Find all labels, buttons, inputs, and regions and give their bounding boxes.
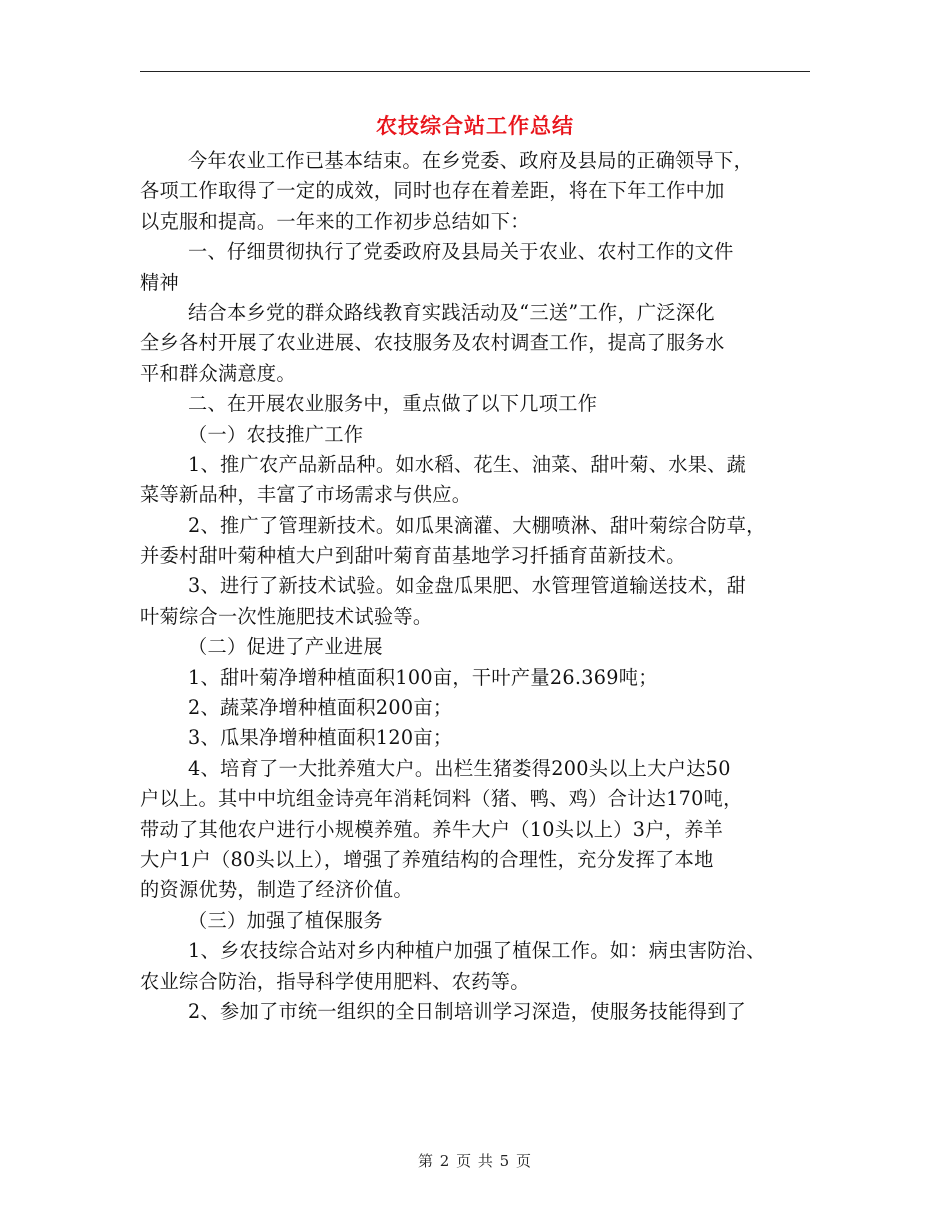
body-line: 1、推广农产品新品种。如水稻、花生、油菜、甜叶菊、水果、蔬 [188,452,747,476]
body-line: 的资源优势，制造了经济价值。 [140,878,413,902]
body-line: （三）加强了植保服务 [188,908,383,932]
body-line: 2、参加了市统一组织的全日制培训学习深造，使服务技能得到了 [188,999,747,1023]
body-line: 菜等新品种，丰富了市场需求与供应。 [140,483,472,507]
body-line: 3、瓜果净增种植面积120亩； [188,726,453,750]
body-line: 1、甜叶菊净增种植面积100亩，干叶产量26.369吨； [188,665,658,689]
body-line: 农业综合防治，指导科学使用肥料、农药等。 [140,969,530,993]
body-line: 一、仔细贯彻执行了党委政府及县局关于农业、农村工作的文件 [188,240,734,264]
body-line: 3、进行了新技术试验。如金盘瓜果肥、水管理管道输送技术，甜 [188,574,747,598]
body-line: 大户1户（80头以上），增强了养殖结构的合理性，充分发挥了本地 [140,847,714,871]
document-title: 农技综合站工作总结 [376,113,574,138]
page-footer: 第 2 页 共 5 页 [418,1152,532,1170]
body-line: 今年农业工作已基本结束。在乡党委、政府及县局的正确领导下， [188,149,754,172]
body-line: 结合本乡党的群众路线教育实践活动及“三送”工作，广泛深化 [188,300,715,324]
body-line: 以克服和提高。一年来的工作初步总结如下： [140,209,530,233]
header-rule [140,71,810,72]
body-line: 2、蔬菜净增种植面积200亩； [188,696,453,720]
document-body [140,146,812,1027]
body-line: （一）农技推广工作 [188,422,364,446]
body-line: 1、乡农技综合站对乡内种植户加强了植保工作。如：病虫害防治、 [188,939,766,963]
body-line: 各项工作取得了一定的成效，同时也存在着差距，将在下年工作中加 [140,179,725,203]
body-line: 精神 [140,270,179,294]
body-line: （二）促进了产业进展 [188,635,383,659]
body-line: 平和群众满意度。 [140,361,296,385]
body-line: 户以上。其中中坑组金诗亮年消耗饲料（猪、鸭、鸡）合计达170吨， [140,787,743,811]
body-line: 4、培育了一大批养殖大户。出栏生猪娄得200头以上大户达50 [188,756,731,780]
body-line: 叶菊综合一次性施肥技术试验等。 [140,604,433,628]
body-line: 2、推广了管理新技术。如瓜果滴灌、大棚喷淋、甜叶菊综合防草， [188,513,766,537]
body-line: 带动了其他农户进行小规模养殖。养牛大户（10头以上）3户，养羊 [140,817,724,841]
body-line: 二、在开展农业服务中，重点做了以下几项工作 [188,392,598,416]
body-line: 全乡各村开展了农业进展、农技服务及农村调查工作，提高了服务水 [140,331,725,355]
body-line: 并委村甜叶菊种植大户到甜叶菊育苗基地学习扦插育苗新技术。 [140,544,686,568]
